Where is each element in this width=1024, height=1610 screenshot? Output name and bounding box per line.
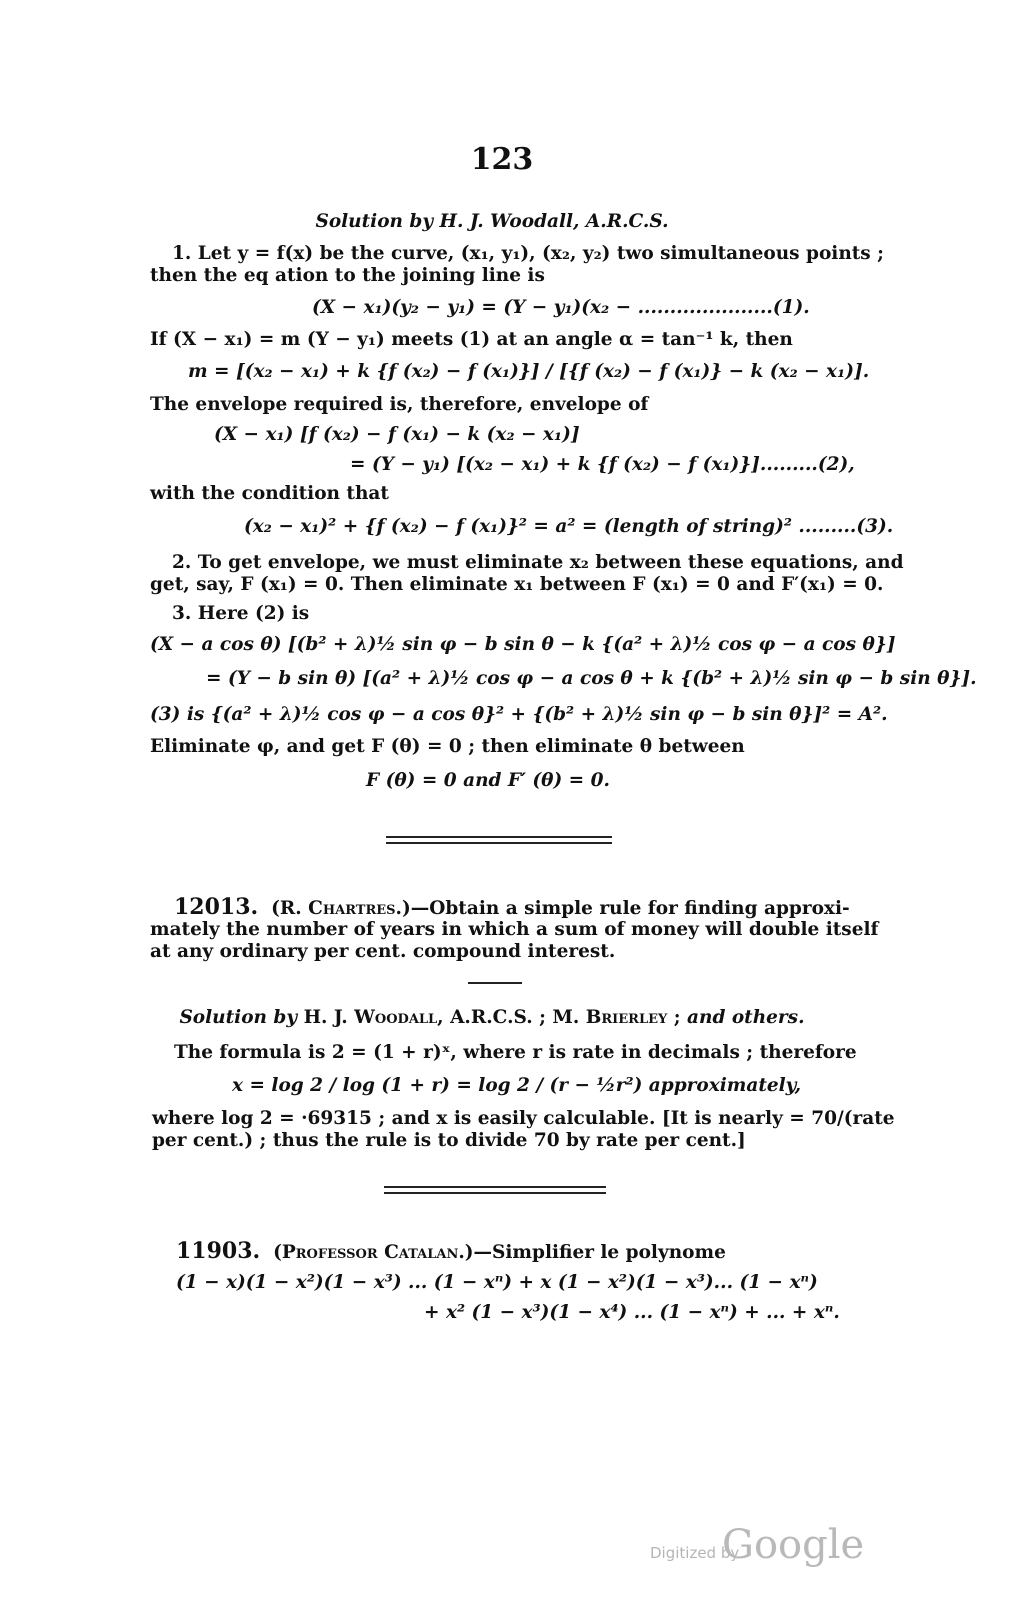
equation-2a: (X − x₁) [f (x₂) − f (x₁) − k (x₂ − x₁)] [214,424,580,445]
equation-6: F (θ) = 0 and F′ (θ) = 0. [366,770,610,791]
text-line: where log 2 = ·69315 ; and x is easily calculable. [It is nearly = 70/(rate [152,1108,895,1129]
question-number: 12013. [174,894,259,920]
polynomial-line1: (1 − x)(1 − x²)(1 − x³) ... (1 − xⁿ) + x (1 − x²)(1 − x³)... (1 − xⁿ) [176,1272,818,1293]
double-divider-2 [384,1186,606,1194]
equation-5: (3) is {(a² + λ)½ cos φ − a cos θ}² + {(b² + λ)½ sin φ − b sin θ}]² = A². [150,704,888,725]
question-author: (R. Chartres.) [271,898,411,919]
text-line: The envelope required is, therefore, envelope of [150,394,649,415]
text-line: If (X − x₁) = m (Y − y₁) meets (1) at an angle α = tan⁻¹ k, then [150,329,793,350]
equation-4a: (X − a cos θ) [(b² + λ)½ sin φ − b sin θ − k {(a² + λ)½ cos φ − a cos θ}] [150,634,896,655]
text-line: 2. To get envelope, we must eliminate x₂ between these equations, and [172,552,904,573]
polynomial-line2: + x² (1 − x³)(1 − x⁴) ... (1 − xⁿ) + ... + xⁿ. [424,1302,840,1323]
text-line: Eliminate φ, and get F (θ) = 0 ; then eliminate θ between [150,736,745,757]
equation-3: (x₂ − x₁)² + {f (x₂) − f (x₁)}² = a² = (length of string)² .........(3). [244,516,894,537]
equation-1: (X − x₁)(y₂ − y₁) = (Y − y₁)(x₂ − .....................(1). [312,297,810,318]
equation-4b: = (Y − b sin θ) [(a² + λ)½ cos φ − a cos θ + k {(b² + λ)½ sin φ − b sin θ}]. [206,668,977,689]
question-12013-line1 [174,896,850,920]
solution-heading-italic: Solution by [179,1007,298,1028]
solution-heading-end: and others. [687,1007,805,1028]
text-line: 3. Here (2) is [172,603,310,624]
text-line: at any ordinary per cent. compound interest. [150,941,616,962]
question-11903-line1 [176,1240,726,1264]
text-line: with the condition that [150,483,389,504]
solution-heading-names: H. J. Woodall, A.R.C.S. ; M. Brierley ; [303,1007,681,1028]
solution-heading-2 [0,1007,984,1029]
question-author: (Professor Catalan.) [273,1242,474,1263]
digitized-label: Digitized by [650,1544,740,1562]
text-line: per cent.) ; thus the rule is to divide 70 by rate per cent.] [152,1130,746,1151]
double-divider [386,836,612,844]
text-line: then the eq ation to the joining line is [150,265,545,286]
equation-log: x = log 2 / log (1 + r) = log 2 / (r − ½r²) approximately, [232,1075,802,1096]
question-number: 11903. [176,1238,261,1264]
text-line: mately the number of years in which a sum of money will double itself [150,919,879,940]
google-logo: Google [722,1522,865,1568]
question-text: —Obtain a simple rule for finding approxi- [410,898,850,919]
text-line: The formula is 2 = (1 + r)ˣ, where r is rate in decimals ; therefore [174,1042,857,1063]
digitized-by-google-watermark [650,1522,950,1582]
question-text: —Simplifier le polynome [473,1242,726,1263]
solution-heading-text: Solution by H. J. Woodall, A.R.C.S. [315,211,669,232]
short-divider [468,982,522,984]
equation-m: m = [(x₂ − x₁) + k {f (x₂) − f (x₁)}] / [{f (x₂) − f (x₁)} − k (x₂ − x₁)]. [188,361,870,382]
text-line: get, say, F (x₁) = 0. Then eliminate x₁ between F (x₁) = 0 and F′(x₁) = 0. [150,574,884,595]
text-line: 1. Let y = f(x) be the curve, (x₁, y₁), (x₂, y₂) two simultaneous points ; [172,243,884,264]
page-number: 123 [470,142,534,177]
solution-heading [0,211,984,233]
equation-2b: = (Y − y₁) [(x₂ − x₁) + k {f (x₂) − f (x₁)}].........(2), [350,454,855,475]
